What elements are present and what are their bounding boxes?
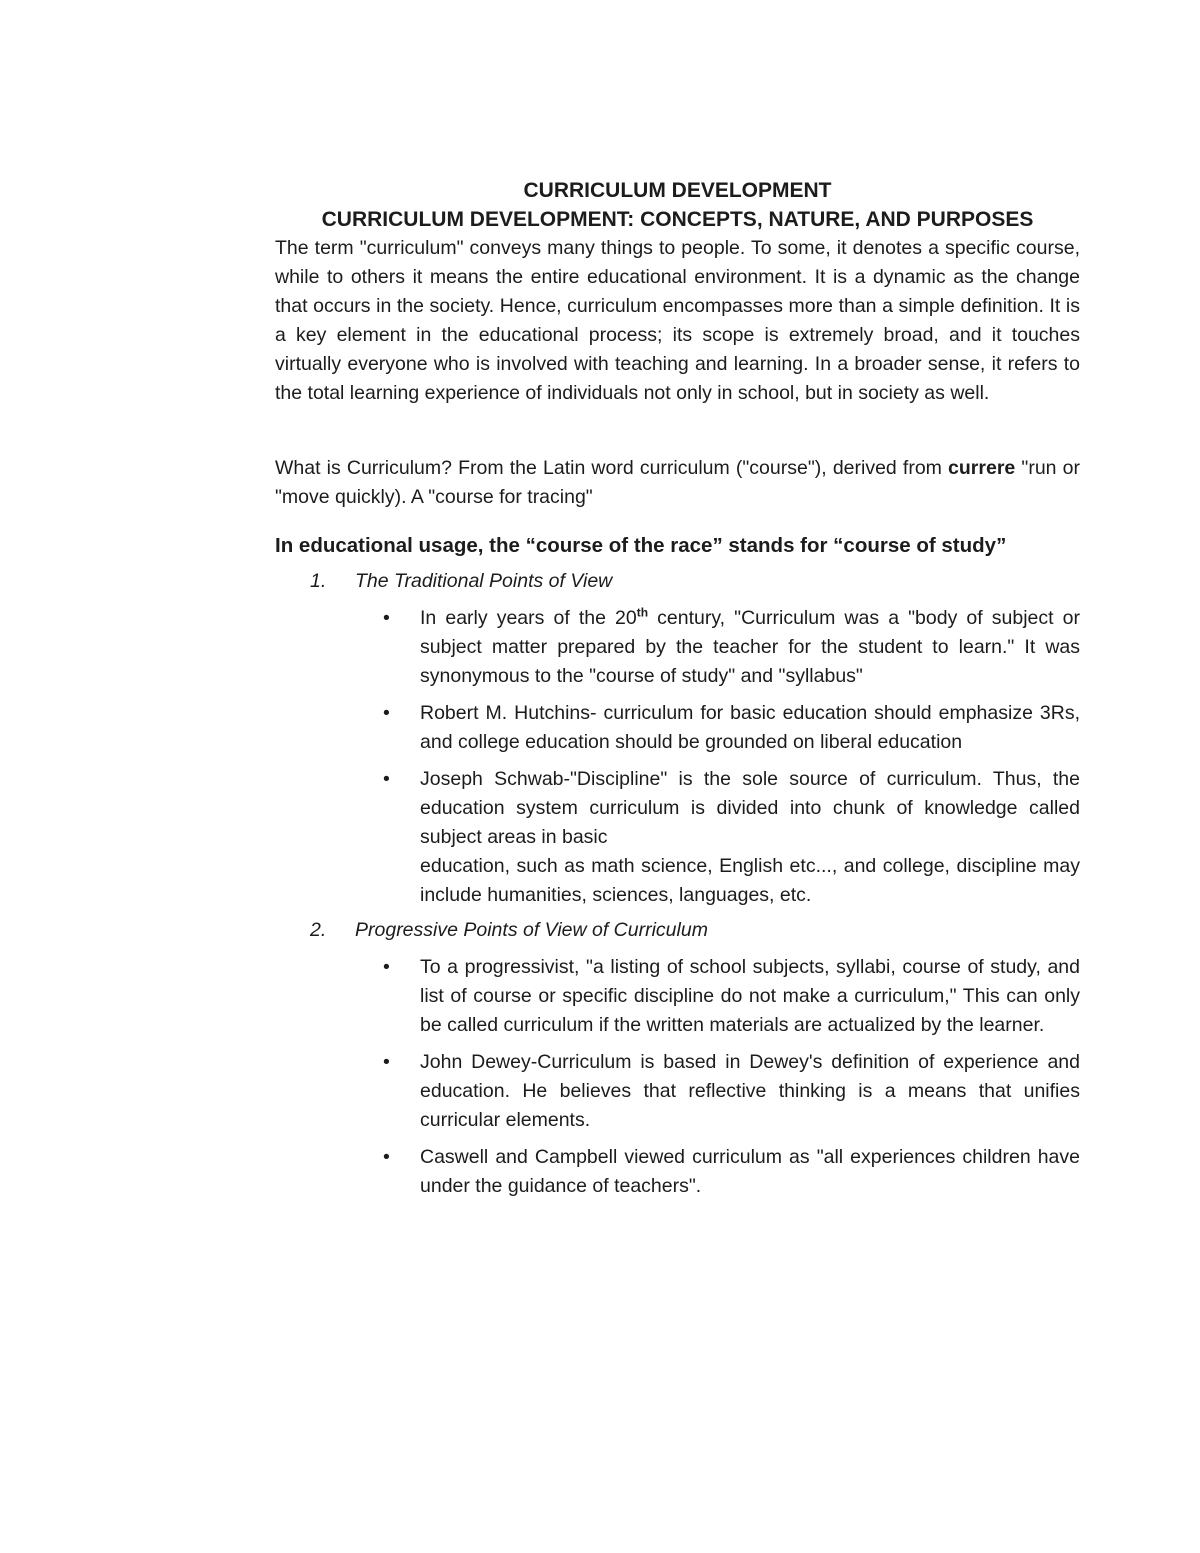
bullet-text-joseph-schwab: [420, 765, 1080, 910]
bullet-john-dewey: [275, 1048, 1080, 1135]
bullet-caswell-campbell: [275, 1143, 1080, 1201]
outline-title-2: Progressive Points of View of Curriculum: [355, 919, 708, 941]
outline-header-2: [275, 916, 1080, 945]
bullet-robert-hutchins: [275, 699, 1080, 757]
outline-number-2: 2.: [310, 919, 327, 941]
schwab-segment-1: Joseph Schwab-"Discipline" is the sole source of curriculum. Thus, the education system curriculum is divided into chunk of knowledge called subject areas in basic: [420, 768, 1080, 848]
ordinal-superscript: th: [636, 605, 649, 620]
bullet-text-progressivist: To a progressivist, "a listing of school subjects, syllabi, course of study, and list of course or specific discipline do not make a curriculum," This can only be called curriculum if the written materials are actualized by the learner.: [420, 956, 1080, 1036]
what-is-text-after: "run or "move quickly). A "course for tracing": [275, 457, 1080, 508]
bullet-icon: •: [383, 607, 390, 629]
educational-usage-heading: In educational usage, the “course of the race” stands for “course of study”: [275, 534, 1007, 557]
outline-item-traditional: [275, 567, 1080, 910]
bullet-text-early-20th-century: [420, 604, 1080, 691]
bullet-icon: •: [383, 956, 390, 978]
bullet-1-text-before-sup: In early years of the 20: [420, 607, 637, 629]
bullet-progressivist: [275, 953, 1080, 1040]
outline-title-1: The Traditional Points of View: [355, 570, 613, 592]
outline-number-1: 1.: [310, 570, 327, 592]
bullet-1-text-after-sup: century, "Curriculum was a "body of subject or subject matter prepared by the teacher for the student to learn." It was synonymous to the "course of study" and "syllabus": [420, 607, 1080, 687]
bullet-text-john-dewey: John Dewey-Curriculum is based in Dewey's definition of experience and education. He believes that reflective thinking is a means that unifies curricular elements.: [420, 1051, 1080, 1131]
bullet-joseph-schwab: [275, 765, 1080, 910]
bullet-icon: •: [383, 702, 390, 724]
latin-term-currere: currere: [948, 457, 1016, 479]
outline-header-1: [275, 567, 1080, 596]
outline-item-progressive: [275, 916, 1080, 1201]
bullet-early-20th-century: [275, 604, 1080, 691]
doc-title-line2: CURRICULUM DEVELOPMENT: CONCEPTS, NATURE, AND PURPOSES: [321, 208, 1034, 231]
what-is-curriculum-paragraph: [275, 454, 1080, 512]
bullet-text-robert-hutchins: Robert M. Hutchins- curriculum for basic education should emphasize 3Rs, and college education should be grounded on liberal education: [420, 702, 1080, 753]
doc-title-line1: CURRICULUM DEVELOPMENT: [523, 179, 832, 202]
intro-paragraph: The term "curriculum" conveys many things to people. To some, it denotes a specific course, while to others it means the entire educational environment. It is a dynamic as the change that occurs in the society. Hence, curriculum encompasses more than a simple definition. It is a key element in the educational process; its scope is extremely broad, and it touches virtually everyone who is involved with teaching and learning. In a broader sense, it refers to the total learning experience of individuals not only in school, but in society as well.: [275, 237, 1080, 404]
what-is-text-before: What is Curriculum? From the Latin word curriculum ("course"), derived from: [275, 457, 949, 479]
bullet-icon: •: [383, 768, 390, 790]
schwab-segment-2: education, such as math science, English etc..., and college, discipline may include humanities, sciences, languages, etc.: [420, 855, 1080, 906]
bullet-icon: •: [383, 1146, 390, 1168]
bullet-icon: •: [383, 1051, 390, 1073]
bullet-text-caswell-campbell: Caswell and Campbell viewed curriculum as "all experiences children have under the guidance of teachers".: [420, 1146, 1080, 1197]
